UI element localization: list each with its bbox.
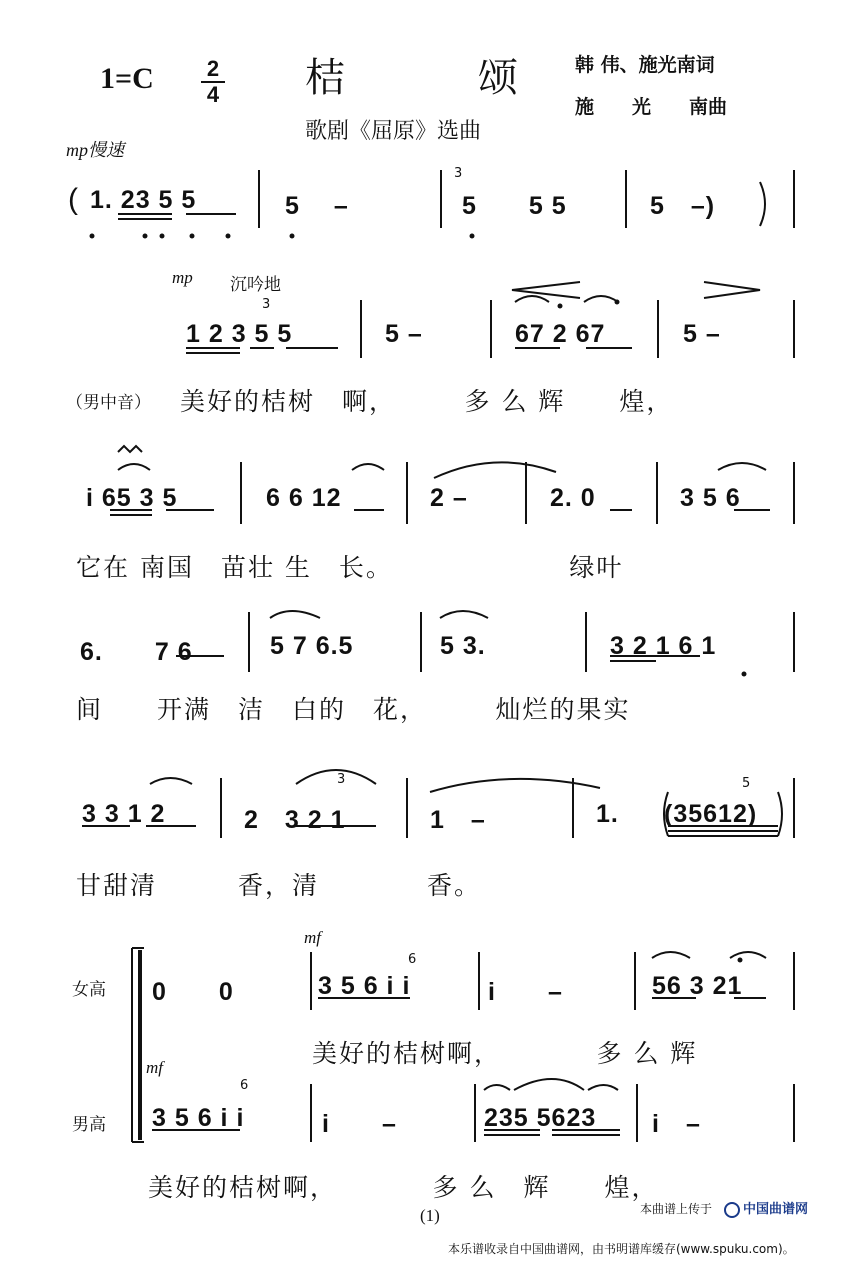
time-top: 2 bbox=[206, 56, 220, 81]
line5-measure-3: 1 – bbox=[430, 806, 486, 834]
lyric-line-4: 间 开满 洁 白的 花， 灿烂的果实 bbox=[76, 695, 631, 724]
line2-measure-1: 1 2 3 5 5 bbox=[186, 320, 293, 348]
expression-marking: 沉吟地 bbox=[230, 275, 281, 295]
quintuplet-mark: 5 bbox=[742, 776, 751, 791]
grace-note: 3 bbox=[454, 166, 463, 181]
line2-measure-2: 5 – bbox=[385, 320, 423, 348]
dynamic-mp: mp bbox=[172, 268, 193, 287]
title-char-1: 桔 bbox=[305, 55, 345, 101]
lyric-soprano: 美好的桔树啊， 多 么 辉 bbox=[312, 1039, 698, 1068]
tenor-measure-2: i – bbox=[322, 1110, 397, 1138]
logo-mark-icon bbox=[724, 1202, 740, 1218]
voice-label-tenor: 男高 bbox=[72, 1115, 106, 1135]
lyric-line-3: 它在 南国 苗壮 生 长。 绿叶 bbox=[76, 553, 624, 582]
lyric-tenor: 美好的桔树啊， 多 么 辉 煌， bbox=[148, 1173, 659, 1202]
lyricist-credit: 韩 伟、施光南词 bbox=[575, 54, 715, 76]
line3-measure-3: 2 – bbox=[430, 484, 468, 512]
lyric-line-5: 甘甜清 香，清 香。 bbox=[76, 871, 482, 900]
line3-measure-5: 3 5 6 bbox=[680, 484, 741, 512]
line5-measure-5: (35612) bbox=[664, 800, 758, 828]
triplet-mark: 3 bbox=[337, 772, 346, 787]
time-bottom: 4 bbox=[206, 82, 220, 107]
line4-measure-2: 5 7 6.5 bbox=[270, 632, 354, 660]
tenor-measure-1: 3 5 6 i i bbox=[152, 1104, 245, 1132]
dynamic-mf-bottom: mf bbox=[146, 1058, 163, 1077]
line3-measure-1: i 65 3 5 bbox=[86, 484, 178, 512]
line3-measure-2: 6 6 12 bbox=[266, 484, 342, 512]
line1-measure-4: 5 –) bbox=[650, 192, 716, 220]
source-note: 本乐谱收录自中国曲谱网，由书明谱库缓存(www.spuku.com)。 bbox=[448, 1242, 795, 1256]
line2-measure-4: 5 – bbox=[683, 320, 721, 348]
voice-label-soprano: 女高 bbox=[72, 980, 106, 1000]
soprano-measure-4: 56 3 21 bbox=[652, 972, 743, 1000]
line1-measure-3: 5 5 5 bbox=[462, 192, 567, 220]
tempo-marking: mp慢速 bbox=[66, 140, 124, 160]
line3-measure-4: 2. 0 bbox=[550, 484, 596, 512]
grace-note: 6 bbox=[240, 1078, 249, 1093]
page-number: (1) bbox=[420, 1206, 440, 1225]
line4-measure-3: 5 3. bbox=[440, 632, 486, 660]
grace-note: 3 bbox=[262, 297, 271, 312]
upload-note: 本曲谱上传于 bbox=[640, 1202, 713, 1216]
line1-measure-2: 5 – bbox=[285, 192, 349, 220]
title-char-2: 颂 bbox=[478, 55, 518, 101]
composer-credit: 施 光 南曲 bbox=[575, 96, 728, 118]
dynamic-mf-top: mf bbox=[304, 928, 321, 947]
site-logo: 中国曲谱网 bbox=[724, 1198, 808, 1218]
line5-measure-1: 3 3 1 2 bbox=[82, 800, 166, 828]
line4-measure-1: 6. 7 6 bbox=[80, 638, 193, 666]
key-signature: 1=C bbox=[100, 62, 154, 95]
lyric-line-2: 美好的桔树 啊， 多 么 辉 煌， bbox=[180, 387, 674, 416]
soprano-measure-2: 3 5 6 i i bbox=[318, 972, 411, 1000]
line5-measure-4: 1. bbox=[596, 800, 619, 828]
line2-measure-3: 67 2 67 bbox=[515, 320, 606, 348]
line1-measure-1: 1. 23 5 5 bbox=[90, 186, 197, 214]
voice-label-baritone: （男中音） bbox=[66, 393, 151, 413]
subtitle: 歌剧《屈原》选曲 bbox=[305, 119, 482, 144]
tenor-measure-3: 235 5623 bbox=[484, 1104, 597, 1132]
paren-open: ( bbox=[68, 183, 79, 216]
soprano-measure-1: 0 0 bbox=[152, 978, 234, 1006]
line4-measure-4: 3 2 1 6 1 bbox=[610, 632, 717, 660]
line5-measure-2: 2 3 2 1 bbox=[244, 806, 346, 834]
tenor-measure-4: i – bbox=[652, 1110, 701, 1138]
soprano-measure-3: i – bbox=[488, 978, 563, 1006]
grace-note: 6 bbox=[408, 952, 417, 967]
